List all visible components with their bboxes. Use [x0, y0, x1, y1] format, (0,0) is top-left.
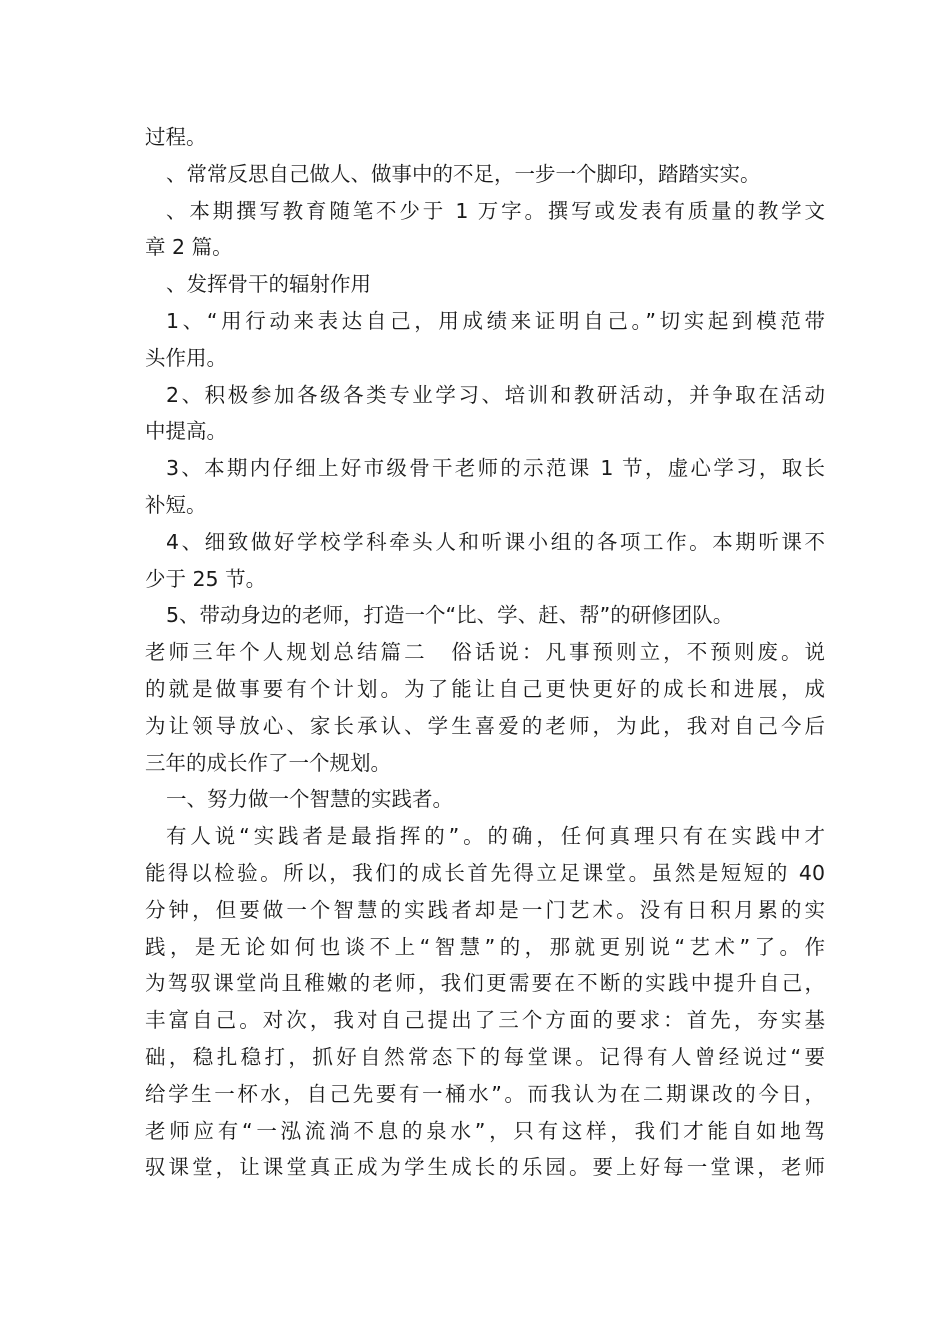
document-body [145, 119, 825, 1186]
text-line: 5、带动身边的老师，打造一个“比、学、赶、帮”的研修团队。 [166, 603, 734, 628]
text-line: 补短。 [145, 492, 207, 517]
text-line: 给学生一杯水，自己先要有一桶水”。而我认为在二期课改的今日， [145, 1081, 825, 1106]
text-line: 少于 25 节。 [145, 566, 267, 591]
text-line: 分钟，但要做一个智慧的实践者却是一门艺术。没有日积月累的实 [145, 897, 825, 922]
text-line: 三年的成长作了一个规划。 [145, 750, 391, 775]
text-line: 为驾驭课堂尚且稚嫩的老师，我们更需要在不断的实践中提升自己， [145, 971, 825, 996]
text-line: 老师应有“一泓流淌不息的泉水”，只有这样，我们才能自如地驾 [145, 1118, 825, 1143]
text-line: 础，稳扎稳打，抓好自然常态下的每堂课。记得有人曾经说过“要 [145, 1044, 825, 1069]
text-line: 老师三年个人规划总结篇二 俗话说：凡事预则立，不预则废。说 [145, 640, 825, 665]
text-line: 践，是无论如何也谈不上“智慧”的，那就更别说“艺术”了。作 [145, 934, 825, 959]
text-line: 4、细致做好学校学科牵头人和听课小组的各项工作。本期听课不 [166, 529, 825, 554]
text-line: 、本期撰写教育随笔不少于 1 万字。撰写或发表有质量的教学文 [166, 198, 825, 223]
text-line: 为让领导放心、家长承认、学生喜爱的老师，为此，我对自己今后 [145, 713, 825, 738]
text-line: 1、“用行动来表达自己，用成绩来证明自己。”切实起到模范带 [166, 308, 825, 333]
text-line: 、发挥骨干的辐射作用 [166, 272, 371, 297]
text-line: 头作用。 [145, 345, 227, 370]
text-line: 一、努力做一个智慧的实践者。 [166, 787, 453, 812]
text-line: 丰富自己。对次，我对自己提出了三个方面的要求：首先，夯实基 [145, 1008, 825, 1033]
text-line: 有人说“实践者是最指挥的”。的确，任何真理只有在实践中才 [166, 824, 825, 849]
text-line: 驭课堂，让课堂真正成为学生成长的乐园。要上好每一堂课，老师 [145, 1155, 825, 1180]
text-line: 、常常反思自己做人、做事中的不足，一步一个脚印，踏踏实实。 [166, 161, 761, 186]
text-line: 2、积极参加各级各类专业学习、培训和教研活动，并争取在活动 [166, 382, 825, 407]
text-line: 中提高。 [145, 419, 227, 444]
text-line: 的就是做事要有个计划。为了能让自己更快更好的成长和进展，成 [145, 676, 825, 701]
text-line: 能得以检验。所以，我们的成长首先得立足课堂。虽然是短短的 40 [145, 860, 825, 885]
text-line: 过程。 [145, 125, 207, 149]
text-line: 3、本期内仔细上好市级骨干老师的示范课 1 节，虚心学习，取长 [166, 456, 825, 481]
text-line: 章 2 篇。 [145, 235, 233, 260]
